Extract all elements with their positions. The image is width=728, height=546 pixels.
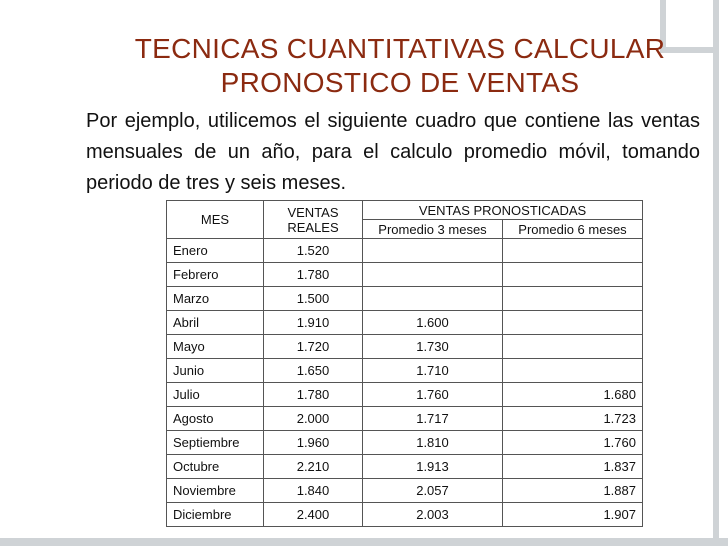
cell-promedio-3 [363,263,503,287]
slide-title-line1: TECNICAS CUANTITATIVAS CALCULAR [134,33,666,64]
cell-ventas-reales: 1.910 [264,311,363,335]
header-mes: MES [167,201,264,239]
cell-mes: Octubre [167,455,264,479]
sales-forecast-table [166,200,643,527]
cell-ventas-reales: 2.210 [264,455,363,479]
cell-mes: Mayo [167,335,264,359]
decorative-frame-bottom [0,538,728,546]
cell-promedio-6 [503,287,643,311]
header-ventas-line2: REALES [287,219,339,235]
cell-mes: Abril [167,311,264,335]
cell-promedio-6 [503,311,643,335]
cell-ventas-reales: 1.840 [264,479,363,503]
cell-mes: Febrero [167,263,264,287]
cell-promedio-6: 1.760 [503,431,643,455]
table-row [167,383,643,407]
cell-ventas-reales: 1.780 [264,263,363,287]
table-row [167,431,643,455]
cell-promedio-6 [503,335,643,359]
table-row [167,335,643,359]
table-body [167,239,643,527]
header-promedio-3: Promedio 3 meses [363,220,503,239]
header-ventas-line1: VENTAS [287,204,339,220]
decorative-frame-right [713,0,719,546]
header-ventas-reales [264,201,363,239]
cell-mes: Diciembre [167,503,264,527]
cell-promedio-6: 1.887 [503,479,643,503]
cell-ventas-reales: 2.000 [264,407,363,431]
cell-promedio-3: 2.057 [363,479,503,503]
cell-promedio-6 [503,359,643,383]
cell-promedio-3: 1.600 [363,311,503,335]
cell-promedio-3: 1.710 [363,359,503,383]
cell-ventas-reales: 2.400 [264,503,363,527]
slide-body-text: Por ejemplo, utilicemos el siguiente cuadro que contiene las ventas mensuales de un año, para el calculo promedio móvil, tomando periodo de tres y seis meses. [86,110,700,194]
cell-ventas-reales: 1.520 [264,239,363,263]
table-row [167,359,643,383]
table-row [167,479,643,503]
cell-mes: Noviembre [167,479,264,503]
table-row [167,311,643,335]
slide-title-line2: PRONOSTICO DE VENTAS [220,67,580,98]
cell-promedio-6 [503,239,643,263]
cell-promedio-6: 1.907 [503,503,643,527]
header-promedio-6: Promedio 6 meses [503,220,643,239]
cell-ventas-reales: 1.960 [264,431,363,455]
header-ventas-pronosticadas: VENTAS PRONOSTICADAS [363,201,643,220]
cell-promedio-3: 1.730 [363,335,503,359]
cell-mes: Enero [167,239,264,263]
cell-mes: Julio [167,383,264,407]
cell-promedio-3 [363,239,503,263]
cell-ventas-reales: 1.500 [264,287,363,311]
cell-ventas-reales: 1.650 [264,359,363,383]
slide-title [100,32,700,100]
cell-mes: Septiembre [167,431,264,455]
cell-ventas-reales: 1.720 [264,335,363,359]
cell-promedio-6 [503,263,643,287]
cell-ventas-reales: 1.780 [264,383,363,407]
cell-promedio-3: 1.760 [363,383,503,407]
cell-mes: Marzo [167,287,264,311]
cell-promedio-3: 1.913 [363,455,503,479]
cell-mes: Agosto [167,407,264,431]
cell-promedio-3: 2.003 [363,503,503,527]
table-row [167,263,643,287]
cell-promedio-3: 1.810 [363,431,503,455]
cell-promedio-3 [363,287,503,311]
cell-promedio-3: 1.717 [363,407,503,431]
table-row [167,503,643,527]
cell-mes: Junio [167,359,264,383]
cell-promedio-6: 1.837 [503,455,643,479]
table-row [167,455,643,479]
table-row [167,239,643,263]
cell-promedio-6: 1.680 [503,383,643,407]
table-row [167,287,643,311]
cell-promedio-6: 1.723 [503,407,643,431]
table-row [167,407,643,431]
